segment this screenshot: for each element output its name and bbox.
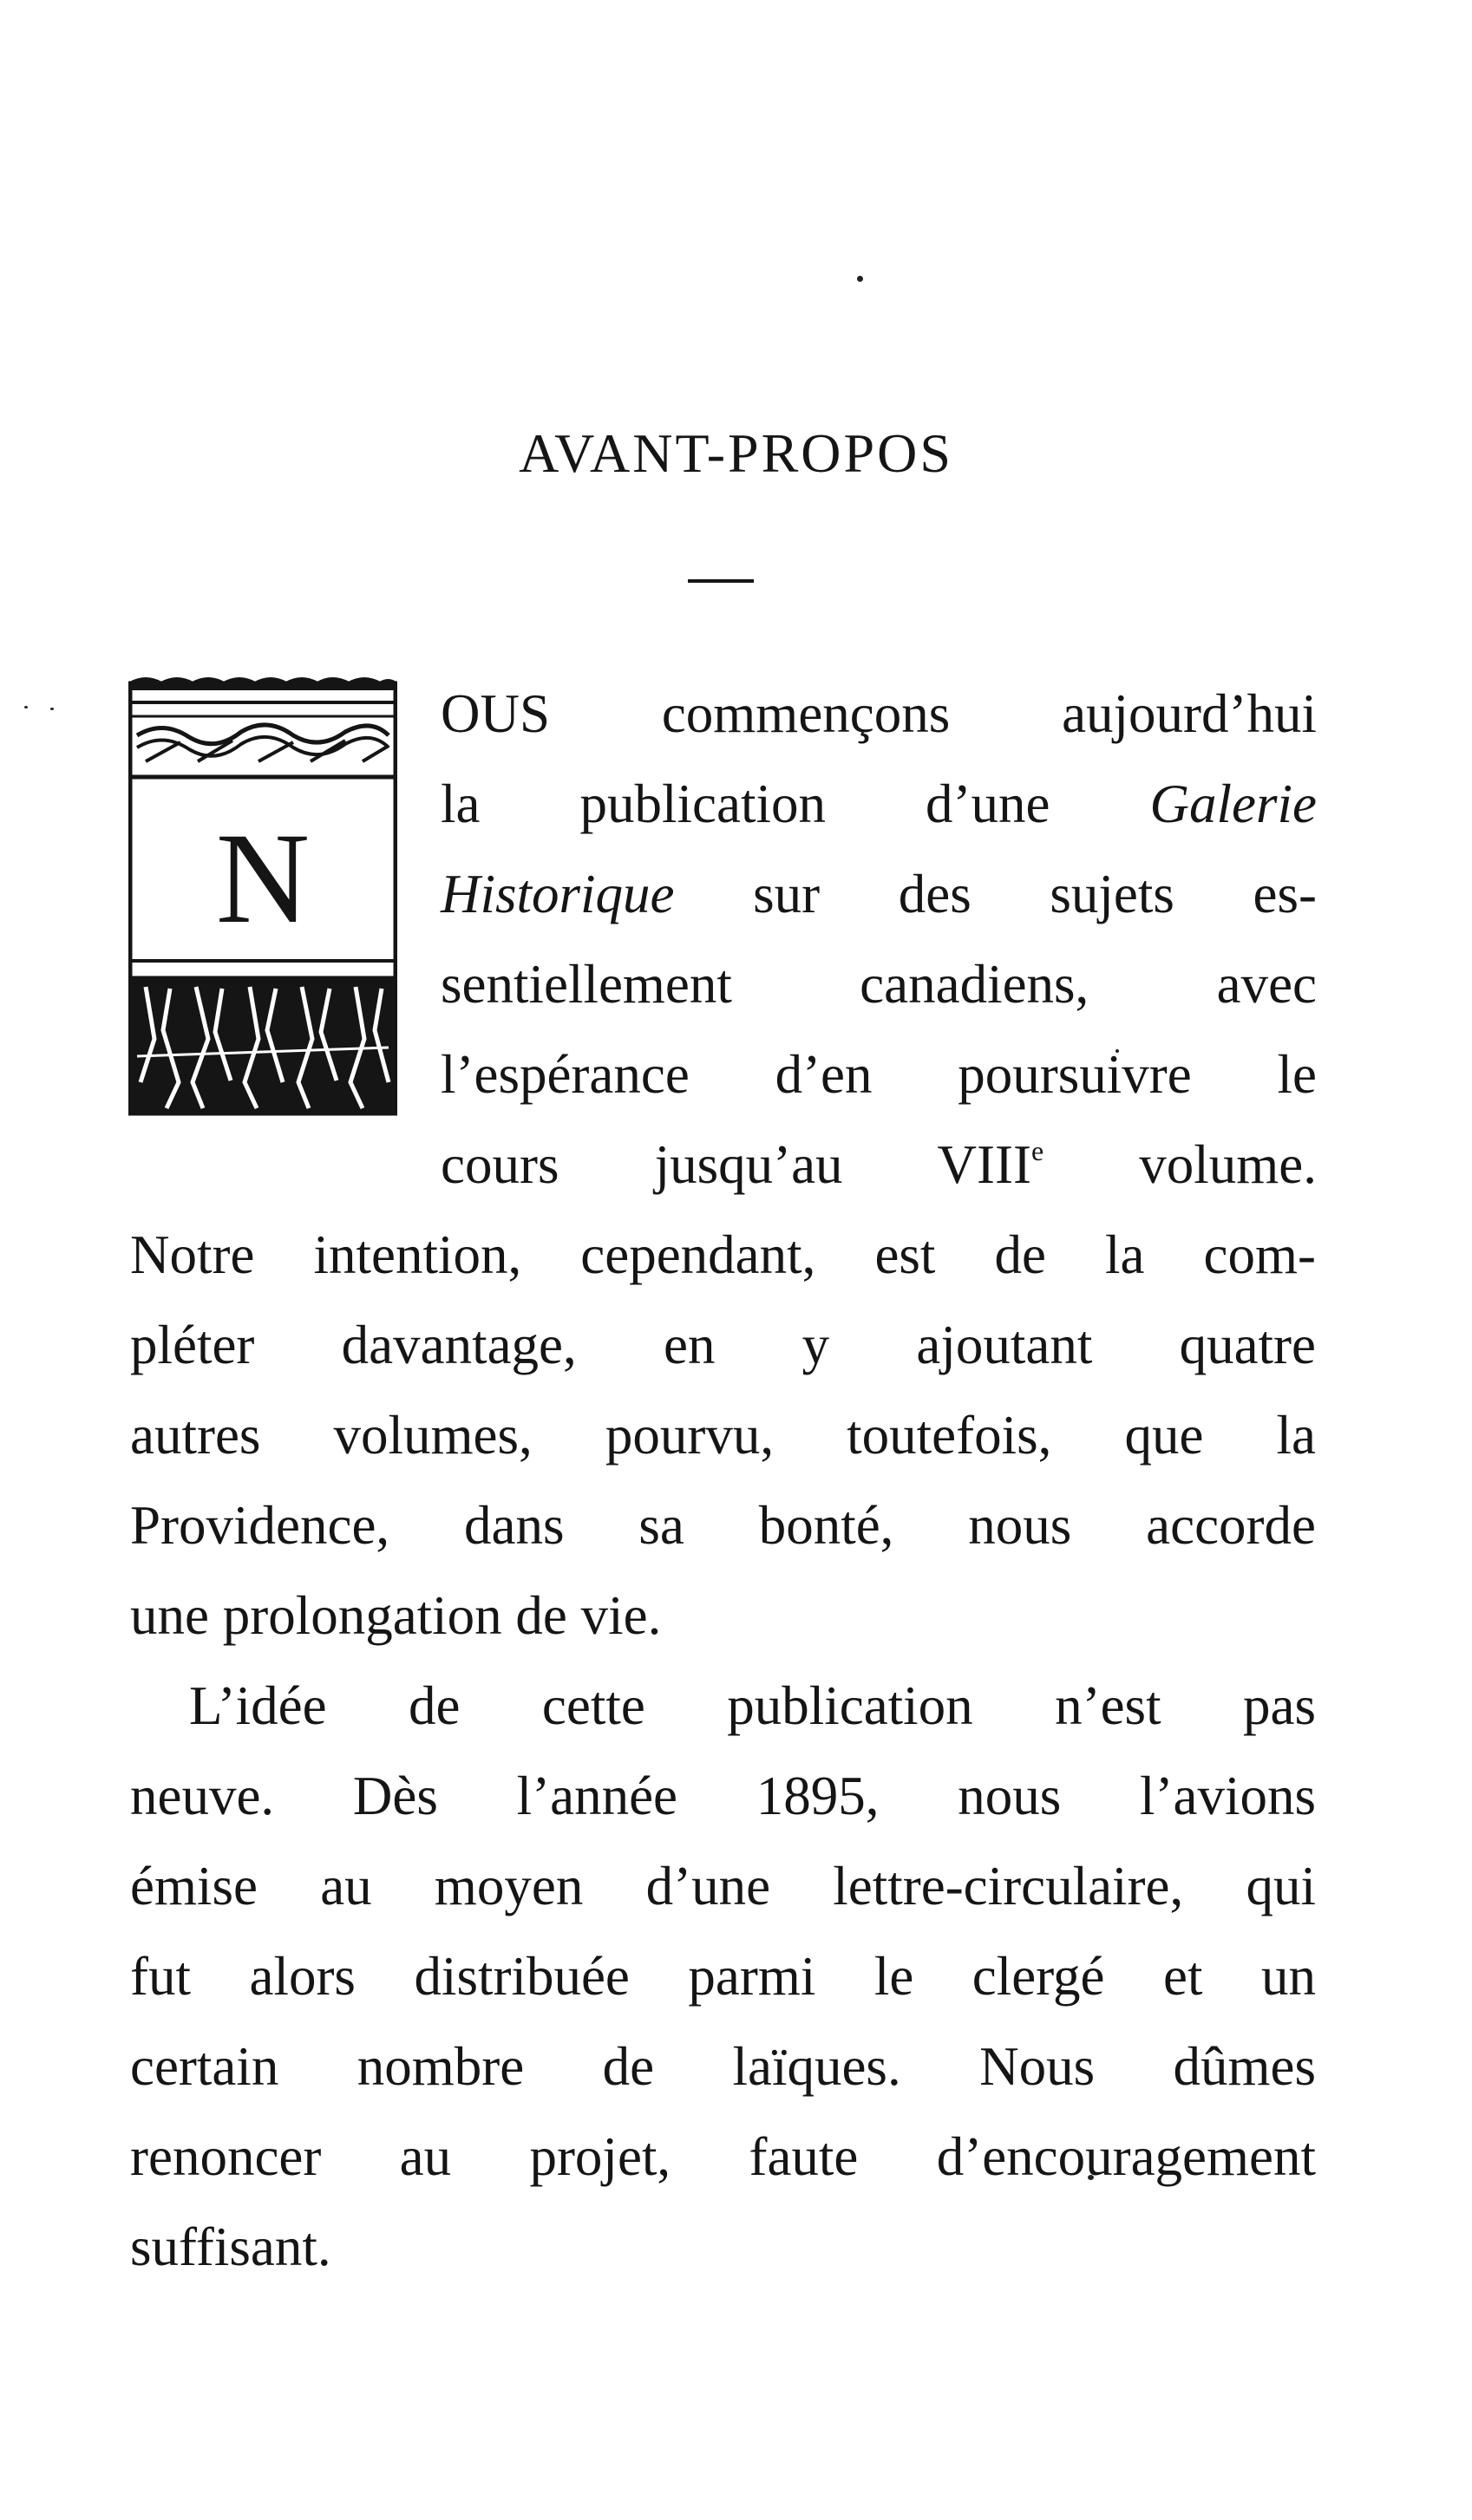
text-line: Historique sur des sujets es- [441,864,1317,924]
superscript: e [1030,1135,1044,1166]
text-line: certain nombre de laïques. Nous dûmes [130,2036,1316,2097]
text-line: une prolongation de vie. [130,1585,662,1646]
text-line: la publication d’une Galerie [441,774,1317,834]
text-line: l’espérance d’en poursuivre le [441,1044,1317,1105]
text-line: suffisant. [130,2216,331,2277]
text-line: Providence, dans sa bonté, nous accorde [130,1495,1316,1556]
page-title: AVANT-PROPOS [519,422,953,484]
text-line: cours jusqu’au VIIIe volume. [441,1134,1317,1195]
ink-speck [50,708,54,710]
text-line: autres volumes, pourvu, toutefois, que la [130,1405,1316,1466]
text-line: OUS commençons aujourd’hui [441,683,1317,744]
drop-cap-letter: N [215,806,311,950]
text-line: sentiellement canadiens, avec [441,954,1317,1015]
italic-text: Historique [441,864,675,924]
ink-speck [857,276,863,282]
title-rule [688,579,754,583]
drop-cap [128,675,397,1117]
text-line: pléter davantage, en y ajoutant quatre [130,1315,1316,1375]
italic-text: Galerie [1149,774,1317,834]
text-line: L’idée de cette publication n’est pas [189,1675,1316,1736]
ink-speck [24,706,28,708]
text-line: émise au moyen d’une lettre-circulaire, qui [130,1856,1316,1916]
text-line: fut alors distribuée parmi le clergé et un [130,1946,1316,2007]
text-line: Notre intention, cependant, est de la com- [130,1224,1316,1285]
text-line: neuve. Dès l’année 1895, nous l’avions [130,1766,1316,1826]
text-line: renoncer au projet, faute d’encouragement [130,2126,1316,2187]
